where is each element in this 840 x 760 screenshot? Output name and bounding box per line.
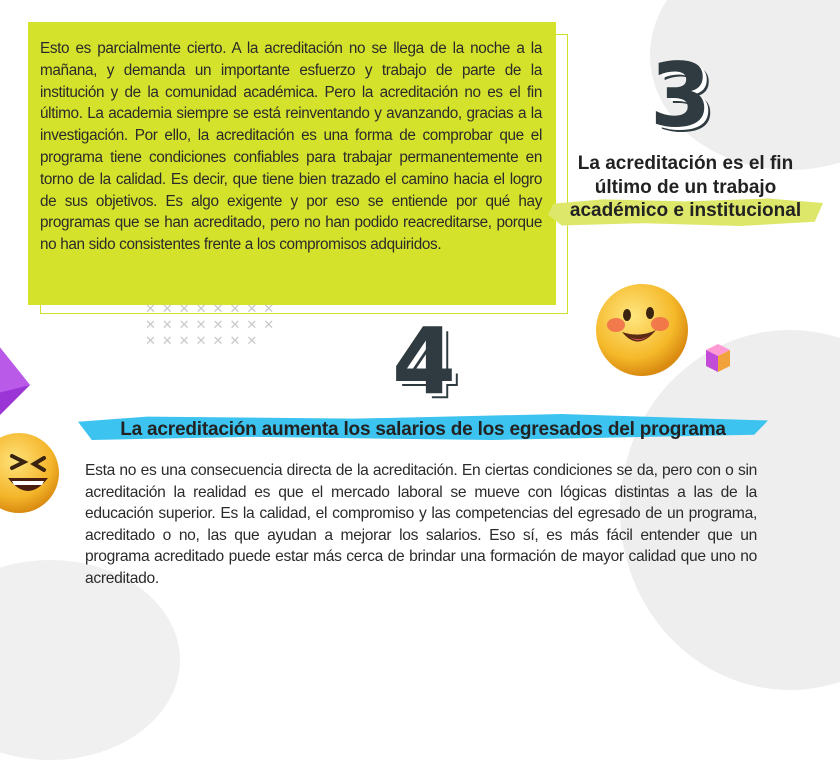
x-pattern-decoration: ✕✕✕✕✕✕✕✕ ✕✕✕✕✕✕✕✕ ✕✕✕✕✕✕✕	[145, 302, 281, 349]
section3-heading	[548, 152, 823, 228]
smiling-emoji-icon	[594, 282, 690, 378]
section3-text-box	[28, 22, 556, 305]
section4-text	[85, 460, 757, 589]
section3-number: 3	[650, 44, 712, 147]
background-circle	[0, 560, 180, 760]
section3-heading-text: La acreditación es el fin último de un trabajo académico e institucional	[569, 153, 802, 221]
section3-body: Esto es parcialmente cierto. A la acreditación no se llega de la noche a la mañana, y demanda un importante esfuerzo y trabajo de parte de la institución y de la comunidad académica. Pero la acreditación no es el fin último. La academia siempre se está reinventando y avanzando, gracias a la investigación. Por ello, la acreditación es una forma de comprobar que el programa tiene condiciones confiables para trabajar permanentemente en torno de la calidad. Es decir, que tiene bien trazado el camino hacia el logro de sus objetivos. Es algo exigente y por eso se entiende por qué hay programas que se han acreditado, pero no han podido reacreditarse, porque no han sido consistentes frente a los compromisos adquiridos.	[40, 40, 542, 254]
section4-number: 4	[392, 308, 457, 415]
section4-body: Esta no es una consecuencia directa de la acreditación. En ciertas condiciones se da, pero con o sin acreditación la realidad es que el mercado laboral se mueve con lógicas distintas a las de la educación superior. Es la calidad, el compromiso y las competencias del egresado de un programa, acreditado o no, las que ayudan a mejorar los salarios. Eso sí, es más fácil entender que un programa acreditado puede estar más cerca de brindar una formación de mayor calidad que uno no acreditado.	[85, 462, 757, 587]
gem-cube-icon	[700, 340, 736, 376]
purple-gem-icon	[0, 335, 50, 425]
section4-heading-text: La acreditación aumenta los salarios de los egresados del programa	[120, 419, 726, 440]
section4-heading	[78, 410, 768, 442]
laughing-emoji-icon	[0, 432, 60, 514]
